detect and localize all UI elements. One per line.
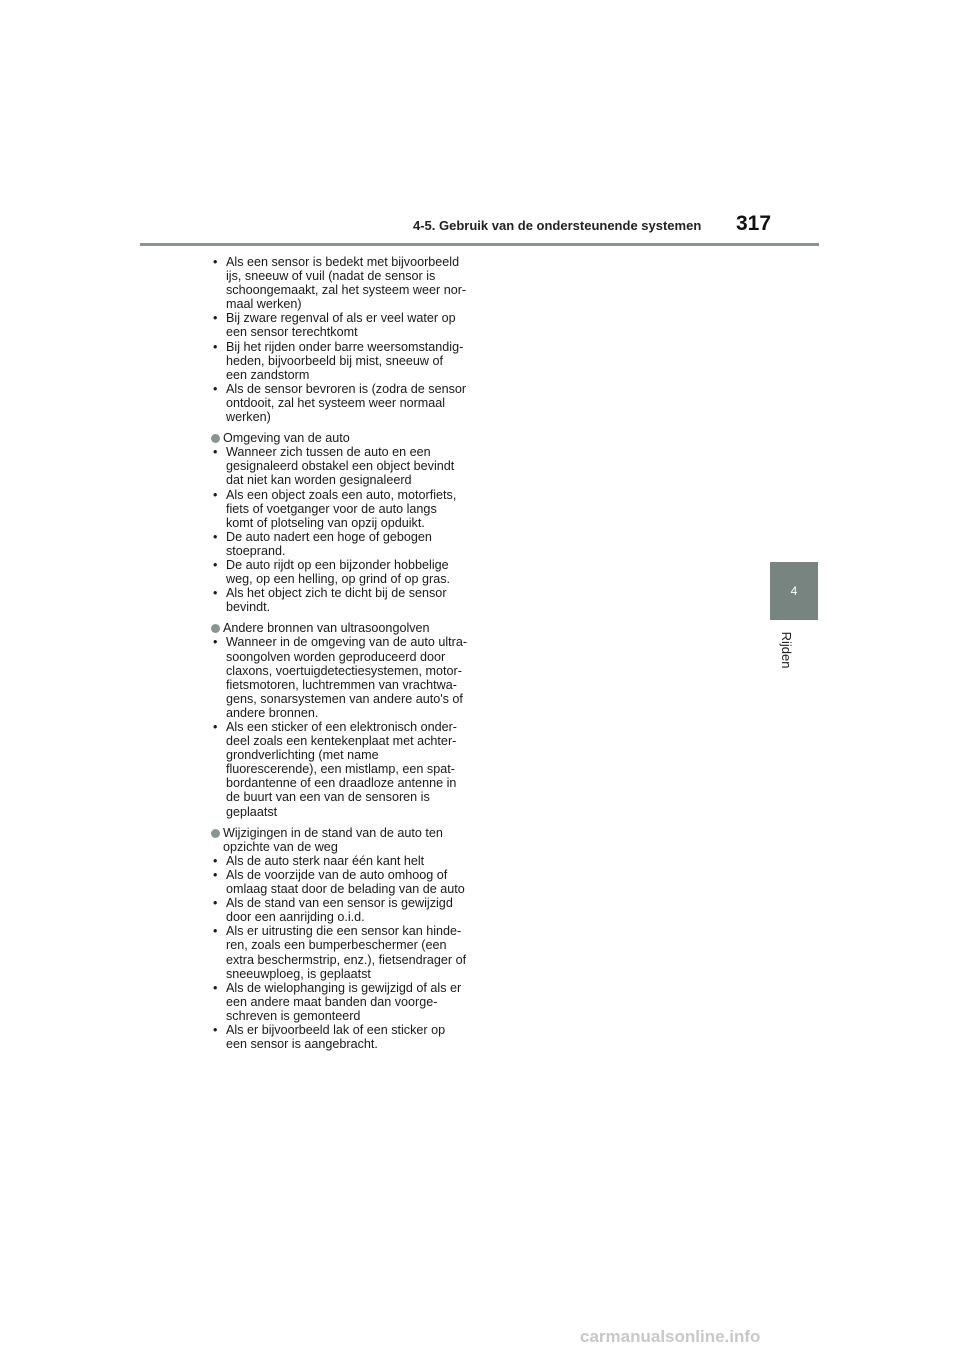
- bullet-line: extra beschermstrip, enz.), fietsendrager of: [226, 952, 467, 967]
- bullet-item: [211, 896, 481, 924]
- bullet-line: ontdooit, zal het systeem weer normaal: [226, 395, 446, 410]
- bullet-line: weg, op een helling, op grind of op gras.: [226, 572, 451, 587]
- bullet-line: deel zoals een kentekenplaat met achter-: [226, 734, 457, 749]
- bullet-line: Als een object zoals een auto, motorfiets,: [226, 487, 457, 502]
- bullet-line: Als een sensor is bedekt met bijvoorbeeld: [226, 255, 460, 269]
- bullet-item: [211, 255, 481, 311]
- group-heading-text: opzichte van de weg: [223, 839, 338, 854]
- bullet-line: fietsmotoren, luchtremmen van vrachtwa-: [226, 677, 457, 692]
- bullet-line: Als er uitrusting die een sensor kan hinde-: [226, 924, 462, 939]
- bullet-line: Wanneer zich tussen de auto en een: [226, 445, 431, 460]
- bullet-line: Als er bijvoorbeeld lak of een sticker op: [226, 1022, 446, 1037]
- bullet-dot-icon: •: [213, 339, 218, 354]
- bullet-line: fiets of voetganger voor de auto langs: [226, 501, 437, 516]
- circle-bullet-icon: [211, 829, 220, 838]
- bullet-line: Als een sticker of een elektronisch onder-: [226, 720, 458, 734]
- group-heading-text: Omgeving van de auto: [223, 431, 350, 446]
- header-divider: [140, 243, 819, 246]
- bullet-line: Wanneer in de omgeving van de auto ultra-: [226, 635, 468, 650]
- bullet-item: [211, 981, 481, 1023]
- bullet-item: [211, 382, 481, 424]
- bullet-item: [211, 635, 481, 720]
- bullet-line: de buurt van een van de sensoren is: [226, 790, 430, 805]
- group-heading: [211, 826, 481, 854]
- bullet-line: werken): [226, 410, 271, 425]
- bullet-line: Als de voorzijde van de auto omhoog of: [226, 867, 448, 882]
- bullet-item: [211, 530, 481, 558]
- bullet-line: claxons, voertuigdetectiesystemen, motor-: [226, 663, 462, 678]
- bullet-dot-icon: •: [213, 1022, 218, 1037]
- circle-bullet-icon: [211, 624, 220, 633]
- bullet-line: Als de auto sterk naar één kant helt: [226, 853, 425, 868]
- bullet-dot-icon: •: [213, 720, 218, 734]
- bullet-item: [211, 868, 481, 896]
- group-heading: [211, 431, 481, 445]
- bullet-line: een sensor terechtkomt: [226, 325, 358, 340]
- bullet-item: [211, 720, 481, 819]
- bullet-dot-icon: •: [213, 557, 218, 572]
- bullet-item: [211, 488, 481, 530]
- bullet-line: sneeuwploeg, is geplaatst: [226, 966, 371, 981]
- bullet-line: heden, bijvoorbeeld bij mist, sneeuw of: [226, 353, 444, 368]
- bullet-item: [211, 924, 481, 980]
- bullet-line: Als de stand van een sensor is gewijzigd: [226, 896, 453, 911]
- bullet-line: dat niet kan worden gesignaleerd: [226, 473, 412, 488]
- bullet-line: ijs, sneeuw of vuil (nadat de sensor is: [226, 269, 436, 284]
- bullet-line: De auto nadert een hoge of gebogen: [226, 529, 432, 544]
- bullet-line: gesignaleerd obstakel een object bevindt: [226, 459, 455, 474]
- bullet-line: Bij zware regenval of als er veel water op: [226, 311, 456, 326]
- bullet-line: ren, zoals een bumperbeschermer (een: [226, 938, 447, 953]
- bullet-dot-icon: •: [213, 853, 218, 868]
- chapter-label: Rijden: [779, 631, 794, 669]
- bullet-line: een andere maat banden dan voorge-: [226, 994, 438, 1009]
- page-number: 317: [736, 212, 772, 235]
- bullet-dot-icon: •: [213, 924, 218, 939]
- bullet-line: komt of plotseling van opzij opduikt.: [226, 515, 425, 530]
- bullet-dot-icon: •: [213, 980, 218, 995]
- bullet-line: bordantenne of een draadloze antenne in: [226, 776, 457, 791]
- bullet-dot-icon: •: [213, 445, 218, 460]
- watermark: carmanualsonline.info: [580, 1327, 761, 1346]
- bullet-line: gens, sonarsystemen van andere auto's of: [226, 691, 463, 706]
- bullet-dot-icon: •: [213, 896, 218, 911]
- bullet-line: Als het object zich te dicht bij de sensor: [226, 586, 447, 601]
- bullet-item: [211, 445, 481, 487]
- bullet-line: grondverlichting (met name: [226, 748, 379, 763]
- main-content: [211, 255, 481, 1051]
- bullet-dot-icon: •: [213, 529, 218, 544]
- bullet-item: [211, 340, 481, 382]
- bullet-line: Bij het rijden onder barre weersomstandig-: [226, 339, 464, 354]
- bullet-line: schoongemaakt, zal het systeem weer nor-: [226, 283, 467, 298]
- bullet-line: een zandstorm: [226, 367, 310, 382]
- chapter-number-tab[interactable]: [770, 562, 818, 620]
- bullet-item: [211, 586, 481, 614]
- bullet-dot-icon: •: [213, 487, 218, 502]
- group-heading-text: Andere bronnen van ultrasoongolven: [223, 621, 430, 636]
- bullet-line: fluorescerende), een mistlamp, een spat-: [226, 762, 455, 777]
- group-heading: [211, 621, 481, 635]
- bullet-line: stoeprand.: [226, 543, 286, 558]
- bullet-item: [211, 558, 481, 586]
- bullet-line: De auto rijdt op een bijzonder hobbelige: [226, 557, 449, 572]
- bullet-item: [211, 854, 481, 868]
- bullet-line: door een aanrijding o.i.d.: [226, 910, 365, 925]
- bullet-line: Als de sensor bevroren is (zodra de sensor: [226, 381, 467, 396]
- bullet-dot-icon: •: [213, 255, 218, 269]
- bullet-dot-icon: •: [213, 867, 218, 882]
- bullet-line: soongolven worden geproduceerd door: [226, 649, 446, 664]
- bullet-line: een sensor is aangebracht.: [226, 1037, 378, 1052]
- bullet-line: Als de wielophanging is gewijzigd of als er: [226, 980, 462, 995]
- bullet-dot-icon: •: [213, 311, 218, 326]
- bullet-item: [211, 311, 481, 339]
- bullet-line: bevindt.: [226, 600, 271, 615]
- group-heading-text: Wijzigingen in de stand van de auto ten: [223, 825, 443, 840]
- bullet-item: [211, 1023, 481, 1051]
- bullet-line: andere bronnen.: [226, 705, 319, 720]
- bullet-dot-icon: •: [213, 381, 218, 396]
- bullet-line: omlaag staat door de belading van de auto: [226, 882, 465, 897]
- bullet-dot-icon: •: [213, 635, 218, 650]
- section-title: 4-5. Gebruik van de ondersteunende systemen: [413, 218, 702, 233]
- bullet-line: geplaatst: [226, 804, 278, 819]
- bullet-line: maal werken): [226, 297, 302, 312]
- bullet-line: schreven is gemonteerd: [226, 1008, 361, 1023]
- circle-bullet-icon: [211, 434, 220, 443]
- bullet-dot-icon: •: [213, 586, 218, 601]
- chapter-number: 4: [790, 584, 798, 598]
